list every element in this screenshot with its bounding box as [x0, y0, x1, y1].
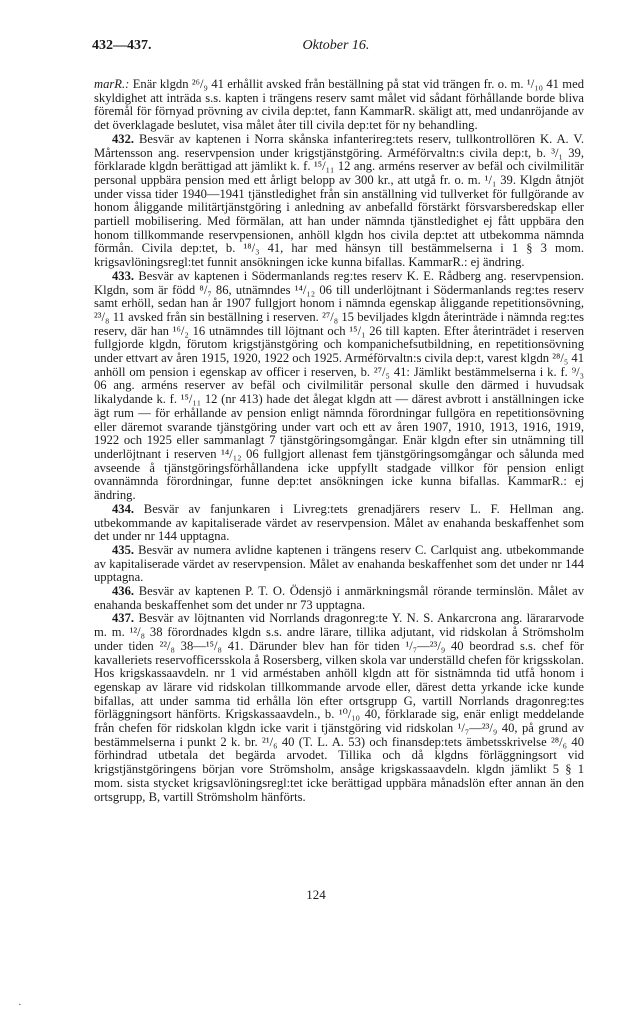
entry-text: Besvär av numera avlidne kaptenen i trängens reserv C. Carlquist ang. utbekommande av kapitaliserade värdet av reservpension. Målet av enahanda beskaffenhet som det under nr 144 upptagna.	[94, 542, 584, 585]
entry-number: 435.	[112, 542, 135, 557]
entry-number: 432.	[112, 131, 135, 146]
entry-437	[94, 612, 584, 804]
entry-text: Besvär av kaptenen i Norra skånska infanterireg:tets reserv, tullkontrollören K. A. V. Mårtensson ang. reservpension under krigstjänstgöring. Arméförvaltn:s civila dep:t, b. ³/₁ 39, förklarade klgdn berättigad att jämlikt k. f. ¹⁵/₁₁ 12 ang. arméns reserver av befäl och civilmilitär personal uppbära pension med ett årligt belopp av 300 kr., att utgå fr. o. m. ¹/₁ 39. Klgdn åtnjöt under vissa tider 1940—1941 tjänstledighet från sin anställning vid tullverket för fullgörande av honom åliggande militärtjänstgöring i anledning av anbefalld förstärkt försvarsberedskap eller partiell mobilisering. Med förmälan, att han under nämnda tjänstledighet ej fått uppbära den honom tillkommande reservpensionen, anhöll klgdn hos civila dep:tet att utbekomma nämnda förmån. Civila dep:tet, b. ¹⁸/₃ 41, har med hänsyn till bestämmelserna i 1 § 3 mom. krigsavlöningsregl:tet funnit ansökningen icke kunna bifallas. KammarR.: ej ändring.	[94, 131, 584, 270]
entry-number: 436.	[112, 584, 135, 599]
running-header	[92, 38, 580, 60]
entry-435	[94, 544, 584, 585]
entry-434	[94, 503, 584, 544]
entry-433	[94, 270, 584, 503]
paragraph-lead: marR.:	[94, 77, 130, 91]
margin-dot: ·	[18, 999, 22, 1011]
entry-text: Besvär av kaptenen i Södermanlands reg:tes reserv K. E. Rådberg ang. reservpension. Klgdn, som är född ⁸/₇ 86, utnämndes ¹⁴/₁₂ 06 till underlöjtnant i Södermanlands reg:tes reserv samt erhöll, sedan han år 1907 fullgjort honom i nämnda egenskap åliggande repetitionsövning, ²³/₈ 11 avsked från sin beställning i reserven. ²⁷/₈ 15 beviljades klgdn återinträde i nämnda reg:tes reserv, där han ¹⁶/₂ 16 utnämndes till löjtnant och ¹⁵/₁ 26 till kapten. Efter återinträdet i reserven fullgjorde klgdn, förutom krigstjänstgöring och kompanichefsutbildning, en repetitionsövning under ettvart av åren 1915, 1920, 1922 och 1925. Arméförvaltn:s civila dep:t, varest klgdn ²⁸/₅ 41 anhöll om pension i egenskap av officer i reserven, b. ²⁷/₅ 41: Jämlikt bestämmelserna i k. f. ⁹/₃ 06 ang. arméns reserver av befäl och civilmilitär personal skulle den därmed i huvudsak likalydande k. f. ¹⁵/₁₁ 12 (nr 413) hade det ålegat klgdn att — därest avbrott i anställningen icke ägt rum — för erhållande av pension enligt nämnda förordningar fullgöra en repetitionsövning eller däremot svarande tjänstgöring under vart och ett av åren 1907, 1910, 1913, 1916, 1919, 1922 och 1925 eller sammanlagt 7 tjänstgöringsomgångar. Enär klgdn efter sin utnämning till underlöjtnant i reserven ¹⁴/₁₂ 06 fullgjort allenast fem tjänstgöringsomgångar och sålunda med avseende å tjänstgöringsförhållandena icke uppfyllt stadgade villkor för pension enligt ovannämnda förordningar, funne dep:tet ansökningen icke kunna bifallas. KammarR.: ej ändring.	[94, 268, 584, 503]
entry-432	[94, 133, 584, 270]
header-month: Oktober 16.	[302, 38, 370, 53]
paragraph-text: Enär klgdn ²⁶/₉ 41 erhållit avsked från beställning på stat vid trängen fr. o. m. ¹/₁₀ 41 med skyldighet att inträda s.s. kapten i trängens reserv samt målet vid sådant förhållande borde bliva föremål för förnyad prövning av civila dep:tet, fann KammarR. skäligt att, med undanröjande av det överklagade beslutet, visa målet åter till civila dep:tet för ny behandling.	[94, 77, 584, 133]
paragraph-continuation	[94, 78, 584, 133]
document-body	[94, 78, 584, 804]
entry-number: 434.	[112, 501, 135, 516]
entry-text: Besvär av kaptenen P. T. O. Ödensjö i anmärkningsmål rörande terminslön. Målet av enahanda beskaffenhet som det under nr 73 upptagna.	[94, 584, 585, 612]
entry-number: 433.	[112, 268, 135, 283]
entry-number: 437.	[112, 611, 135, 626]
entry-436	[94, 585, 584, 612]
page-range: 432—437.	[92, 38, 152, 53]
page-number: 124	[306, 887, 326, 902]
entry-text: Besvär av löjtnanten vid Norrlands dragonreg:te Y. N. S. Ankarcrona ang. lärararvode m. m. ¹²/₈ 38 förordnades klgdn s.s. andre lärare, tillika adjutant, vid ridskolan å Strömsholm under tiden ²²/₈ 38—¹⁵/₈ 41. Därunder blev han för tiden ¹/₇—²³/₉ 40 beordrad s.s. chef för kavalleriets reservofficersskola å Rosersberg, vilken skola var underställd chefen för krigsskolan. Hos krigskassaavdeln. nr 1 vid arméstaben anhöll klgdn att för sistnämnda tid utfå honom i egenskap av lärare vid ridskolan tillkommande arvode eller, därest detta yrkande icke kunde bifallas, att under samma tid erhålla lön efter ortsgrupp G, vartill Norrlands dragonreg:tes förläggningsort hänförts. Krigskassaavdeln., b. ¹⁰/₁₀ 40, förklarade sig, enär enligt meddelande från chefen för ridskolan klgdn icke varit i tjänstgöring vid ridskolan ¹/₇—²³/₉ 40, på grund av bestämmelserna i punkt 2 k. br. ²¹/₆ 40 (T. L. A. 53) och finansdep:tets ämbetsskrivelse ²⁸/₆ 40 förhindrad utbetala det begärda arvodet. Tillika och då klgdns förläggningsort vid krigstjänstgöringens början vore Strömsholm, ansåge krigskassaavdeln. klgdn jämlikt 5 § 1 mom. sista stycket krigsavlöningsregl:tet icke berättigad uppbära månadslön efter annan än den ortsgrupp, B, vartill Strömsholm hänförts.	[94, 611, 584, 804]
entry-text: Besvär av fanjunkaren i Livreg:tets grenadjärers reserv L. F. Hellman ang. utbekommande av kapitaliserade värdet av reservpension. Målet av enahanda beskaffenhet som det under nr 144 upptagna.	[94, 501, 584, 544]
